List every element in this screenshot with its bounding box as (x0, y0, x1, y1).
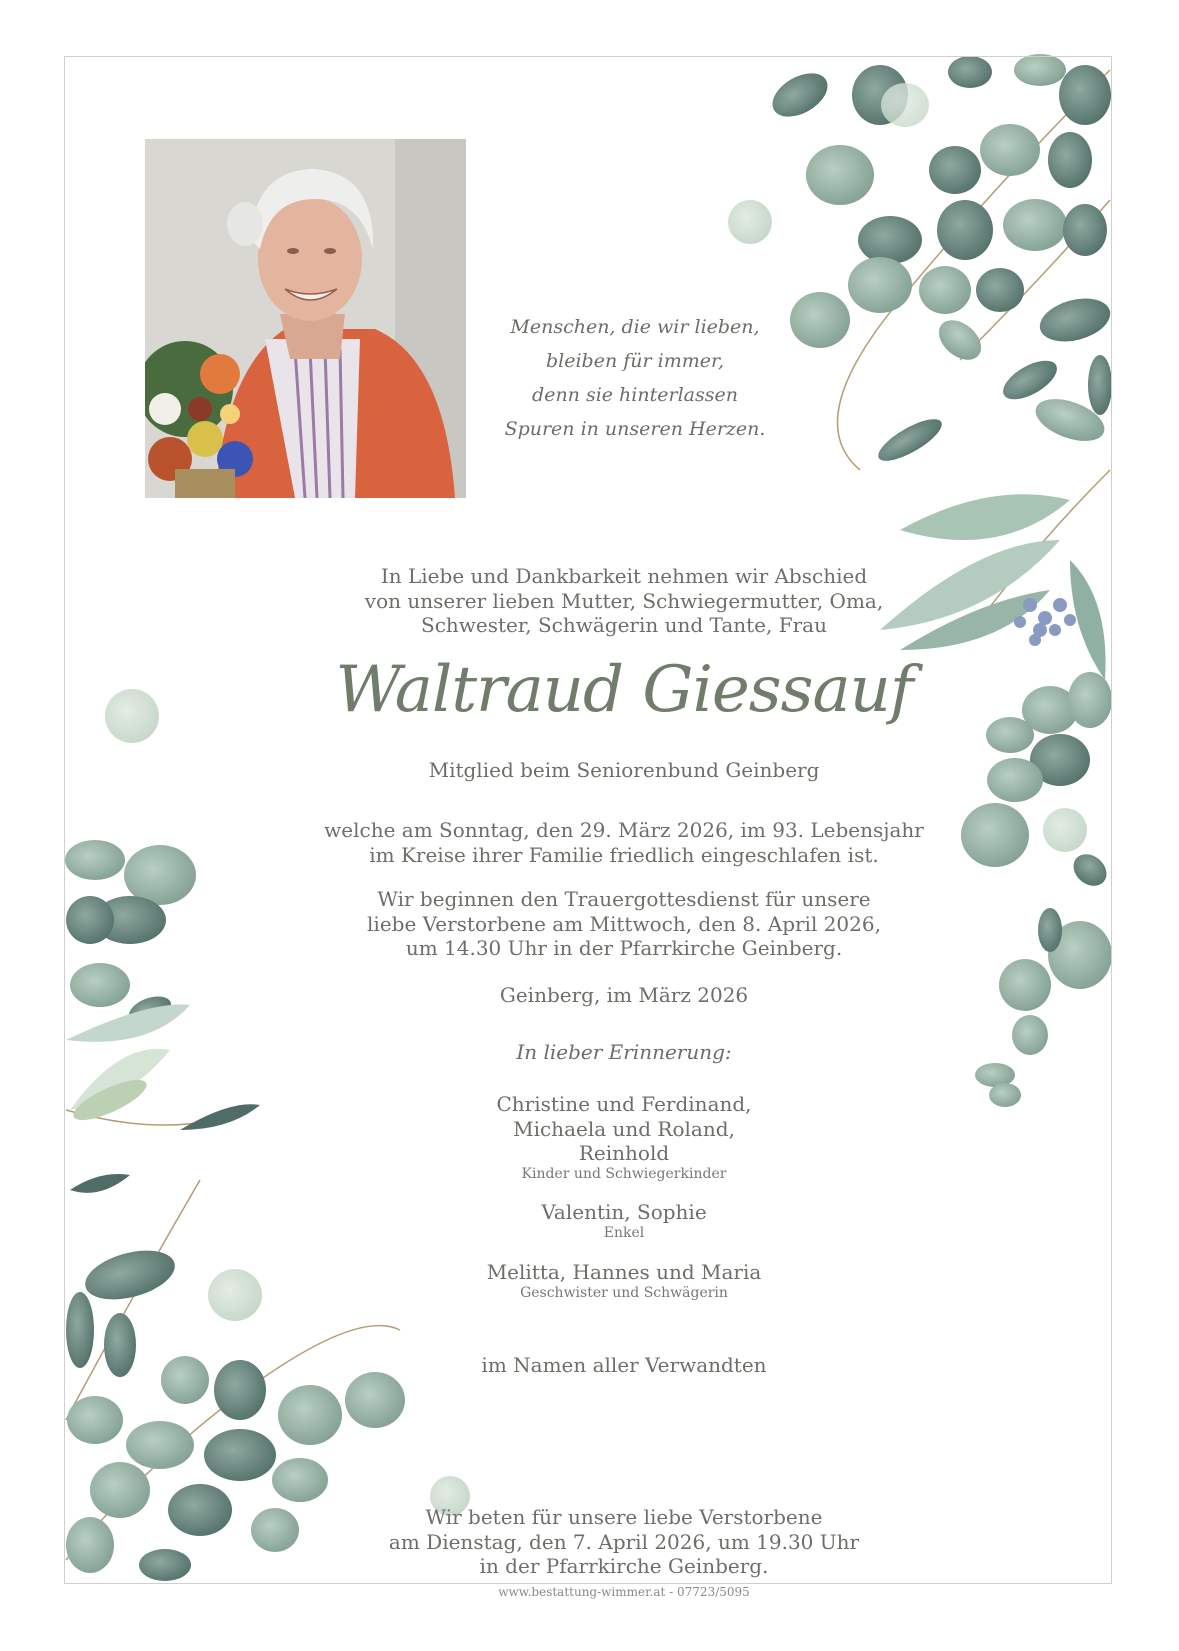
place-date: Geinberg, im März 2026 (499, 983, 749, 1007)
memory-heading: In lieber Erinnerung: (516, 1040, 732, 1064)
footer-contact: www.bestattung-wimmer.at - 07723/5095 (498, 1585, 750, 1599)
prayer-line: Wir beten für unsere liebe Verstorbene (425, 1505, 823, 1529)
death-notice (224, 818, 1024, 867)
intro-text (224, 564, 1024, 638)
mourner-group (224, 1200, 1024, 1241)
mourner-group (224, 1092, 1024, 1182)
intro-line: Schwester, Schwägerin und Tante, Frau (421, 613, 827, 637)
membership-line: Mitglied beim Seniorenbund Geinberg (428, 758, 820, 782)
quote-line: Spuren in unseren Herzen. (504, 418, 766, 440)
mourner-names: Reinhold (578, 1141, 670, 1165)
service-line: Wir beginnen den Trauergottesdienst für unsere (377, 887, 871, 911)
mourner-relation: Enkel (603, 1224, 645, 1241)
quote-line: Menschen, die wir lieben, (510, 316, 760, 338)
service-line: um 14.30 Uhr in der Pfarrkirche Geinberg. (405, 936, 843, 960)
quote-line: bleiben für immer, (545, 350, 725, 372)
prayer-line: am Dienstag, den 7. April 2026, um 19.30 Uhr (388, 1529, 860, 1554)
intro-line: In Liebe und Dankbarkeit nehmen wir Abschied (380, 564, 868, 588)
deceased-name: Waltraud Giessauf (335, 653, 913, 727)
service-line: liebe Verstorbene am Mittwoch, den 8. April 2026, (367, 911, 881, 936)
mourner-relation: Kinder und Schwiegerkinder (521, 1165, 727, 1182)
service-info (224, 887, 1024, 961)
prayer-line: in der Pfarrkirche Geinberg. (479, 1554, 769, 1578)
intro-line: von unserer lieben Mutter, Schwiegermutter, Oma, (364, 588, 884, 613)
portrait-photo (145, 139, 466, 498)
memorial-quote (470, 310, 800, 446)
mourner-group (224, 1260, 1024, 1301)
death-notice-line: welche am Sonntag, den 29. März 2026, im 93. Lebensjahr (324, 818, 924, 842)
mourner-names: Christine und Ferdinand, (496, 1092, 752, 1116)
death-notice-line: im Kreise ihrer Familie friedlich eingeschlafen ist. (369, 842, 879, 867)
relatives-line: im Namen aller Verwandten (481, 1353, 767, 1377)
quote-line: denn sie hinterlassen (532, 384, 738, 406)
mourner-relation: Geschwister und Schwägerin (520, 1284, 728, 1301)
mourner-names: Melitta, Hannes und Maria (486, 1260, 762, 1284)
prayer-info (224, 1505, 1024, 1579)
mourner-names: Valentin, Sophie (541, 1200, 707, 1224)
mourner-names: Michaela und Roland, (513, 1116, 735, 1141)
